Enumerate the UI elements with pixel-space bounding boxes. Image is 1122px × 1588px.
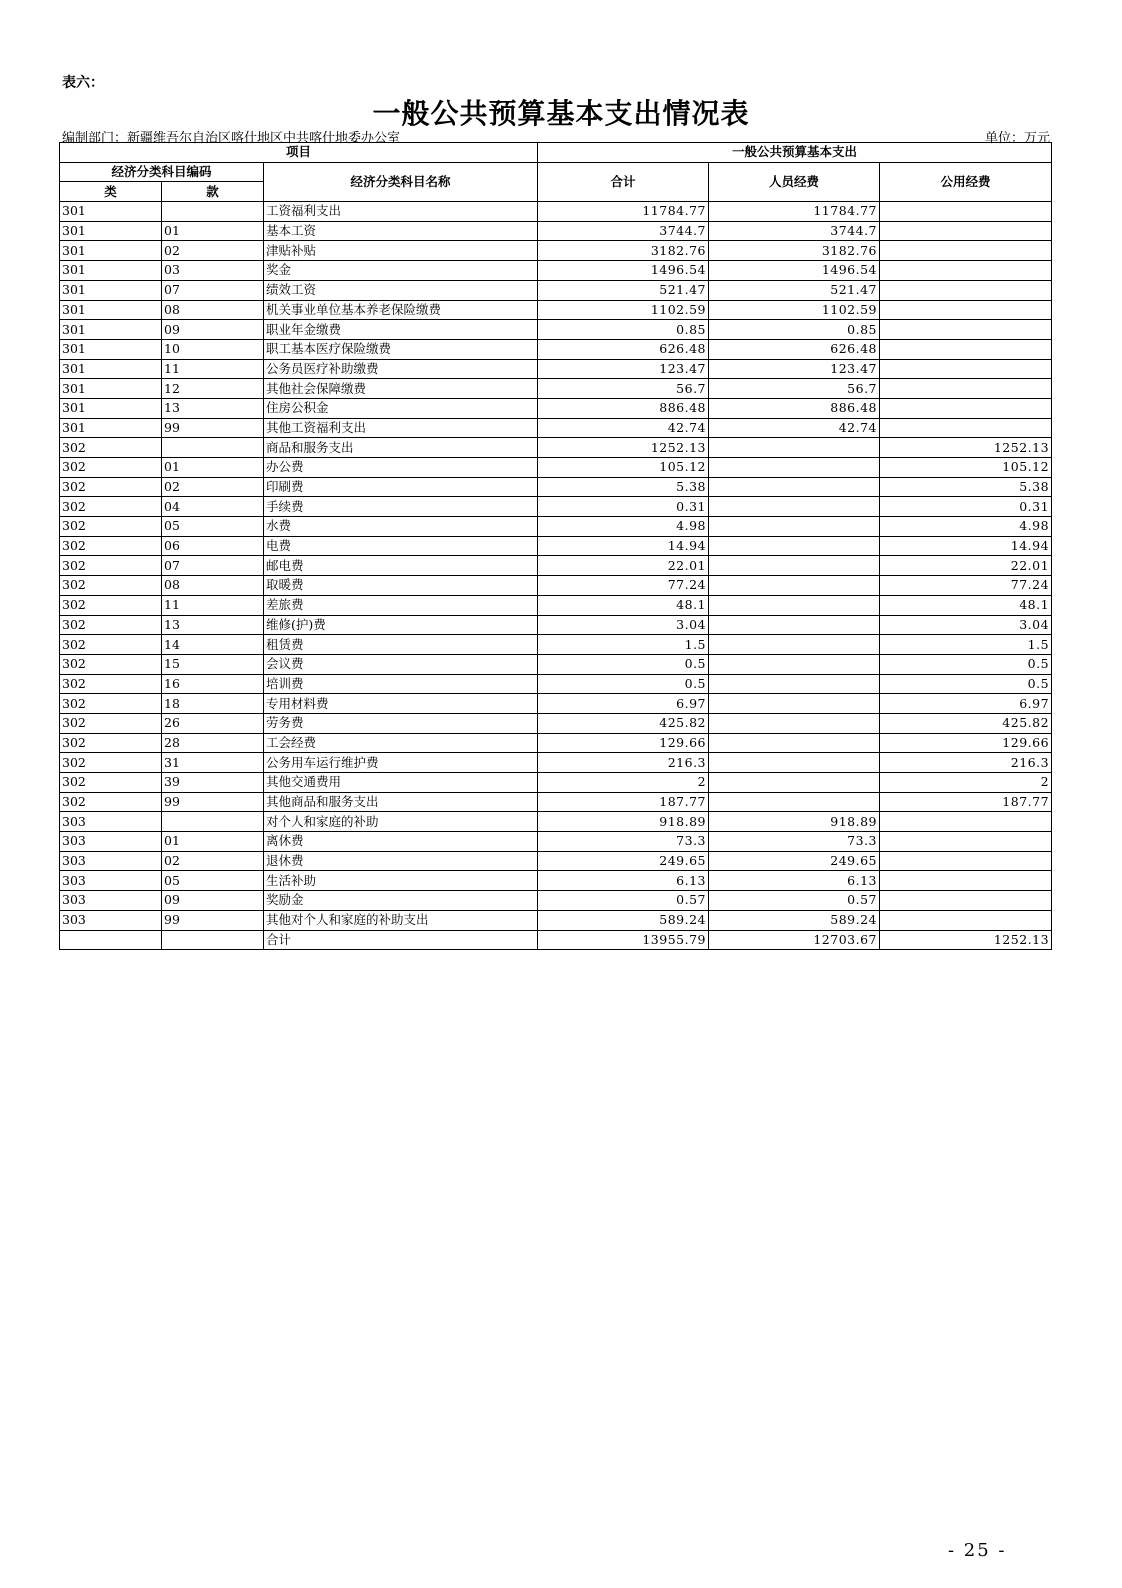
personnel-cell	[709, 694, 880, 714]
public-cell	[880, 832, 1052, 852]
public-cell: 2	[880, 773, 1052, 793]
personnel-cell	[709, 654, 880, 674]
personnel-cell	[709, 576, 880, 596]
name-cell: 对个人和家庭的补助	[264, 812, 538, 832]
name-cell: 退休费	[264, 851, 538, 871]
name-cell: 机关事业单位基本养老保险缴费	[264, 300, 538, 320]
kuan-cell: 31	[162, 753, 264, 773]
total-cell: 589.24	[538, 910, 709, 930]
lei-cell: 303	[60, 910, 162, 930]
lei-cell: 302	[60, 458, 162, 478]
public-cell: 1252.13	[880, 438, 1052, 458]
kuan-cell: 08	[162, 576, 264, 596]
header-kuan: 款	[162, 182, 264, 202]
kuan-cell: 16	[162, 674, 264, 694]
name-cell: 公务员医疗补助缴费	[264, 359, 538, 379]
page-number: - 25 -	[948, 1540, 1007, 1561]
personnel-cell: 3744.7	[709, 221, 880, 241]
lei-cell: 302	[60, 713, 162, 733]
table-row	[60, 438, 1052, 458]
name-cell: 工资福利支出	[264, 202, 538, 222]
public-cell: 4.98	[880, 517, 1052, 537]
personnel-cell: 11784.77	[709, 202, 880, 222]
lei-cell: 301	[60, 241, 162, 261]
public-cell	[880, 339, 1052, 359]
table-row	[60, 832, 1052, 852]
total-total-cell: 13955.79	[538, 930, 709, 950]
total-cell: 48.1	[538, 595, 709, 615]
public-cell: 0.5	[880, 674, 1052, 694]
total-cell: 0.5	[538, 674, 709, 694]
header-lei: 类	[60, 182, 162, 202]
public-cell	[880, 851, 1052, 871]
personnel-cell	[709, 792, 880, 812]
total-cell: 2	[538, 773, 709, 793]
total-cell: 11784.77	[538, 202, 709, 222]
kuan-cell: 02	[162, 477, 264, 497]
personnel-cell: 249.65	[709, 851, 880, 871]
lei-cell: 301	[60, 202, 162, 222]
personnel-cell: 56.7	[709, 379, 880, 399]
page-title: 一般公共预算基本支出情况表	[372, 97, 750, 130]
name-cell: 商品和服务支出	[264, 438, 538, 458]
kuan-cell	[162, 438, 264, 458]
kuan-cell: 18	[162, 694, 264, 714]
name-cell: 印刷费	[264, 477, 538, 497]
lei-cell: 303	[60, 832, 162, 852]
name-cell: 水费	[264, 517, 538, 537]
lei-cell: 301	[60, 418, 162, 438]
name-cell: 培训费	[264, 674, 538, 694]
kuan-cell: 99	[162, 910, 264, 930]
table-label: 表六：	[62, 75, 104, 91]
total-cell: 73.3	[538, 832, 709, 852]
total-cell: 886.48	[538, 398, 709, 418]
table-row	[60, 654, 1052, 674]
personnel-cell: 918.89	[709, 812, 880, 832]
lei-cell: 302	[60, 773, 162, 793]
lei-cell: 303	[60, 851, 162, 871]
table-row	[60, 477, 1052, 497]
personnel-cell	[709, 517, 880, 537]
public-cell	[880, 418, 1052, 438]
kuan-cell: 08	[162, 300, 264, 320]
kuan-cell	[162, 812, 264, 832]
table-row	[60, 418, 1052, 438]
name-cell: 工会经费	[264, 733, 538, 753]
table-row	[60, 576, 1052, 596]
total-cell: 425.82	[538, 713, 709, 733]
public-cell: 129.66	[880, 733, 1052, 753]
kuan-cell: 15	[162, 654, 264, 674]
total-cell: 123.47	[538, 359, 709, 379]
header-name: 经济分类科目名称	[264, 162, 538, 201]
table-row	[60, 398, 1052, 418]
public-cell	[880, 202, 1052, 222]
name-cell: 离休费	[264, 832, 538, 852]
kuan-cell: 13	[162, 615, 264, 635]
kuan-cell: 01	[162, 458, 264, 478]
personnel-cell: 886.48	[709, 398, 880, 418]
table-row	[60, 674, 1052, 694]
kuan-cell: 04	[162, 497, 264, 517]
public-cell	[880, 871, 1052, 891]
personnel-cell	[709, 733, 880, 753]
kuan-cell: 11	[162, 359, 264, 379]
table-row	[60, 871, 1052, 891]
lei-cell: 301	[60, 398, 162, 418]
total-row	[60, 930, 1052, 950]
name-cell: 租赁费	[264, 635, 538, 655]
name-cell: 奖励金	[264, 891, 538, 911]
public-cell	[880, 359, 1052, 379]
name-cell: 办公费	[264, 458, 538, 478]
public-cell: 425.82	[880, 713, 1052, 733]
public-cell	[880, 320, 1052, 340]
budget-table	[59, 142, 1052, 950]
lei-cell: 301	[60, 379, 162, 399]
total-cell: 3182.76	[538, 241, 709, 261]
lei-cell: 303	[60, 891, 162, 911]
personnel-cell	[709, 595, 880, 615]
department-label: 编制部门：新疆维吾尔自治区喀什地区中共喀什地委办公室	[62, 131, 401, 146]
table-row	[60, 773, 1052, 793]
name-cell: 其他交通费用	[264, 773, 538, 793]
personnel-cell: 6.13	[709, 871, 880, 891]
kuan-cell: 05	[162, 871, 264, 891]
kuan-cell: 06	[162, 536, 264, 556]
kuan-cell: 26	[162, 713, 264, 733]
personnel-cell: 626.48	[709, 339, 880, 359]
total-cell: 1252.13	[538, 438, 709, 458]
name-cell: 其他对个人和家庭的补助支出	[264, 910, 538, 930]
total-cell: 187.77	[538, 792, 709, 812]
kuan-cell: 10	[162, 339, 264, 359]
name-cell: 住房公积金	[264, 398, 538, 418]
table-row	[60, 635, 1052, 655]
table-row	[60, 221, 1052, 241]
public-cell: 77.24	[880, 576, 1052, 596]
personnel-cell: 1496.54	[709, 261, 880, 281]
total-cell: 77.24	[538, 576, 709, 596]
kuan-cell: 39	[162, 773, 264, 793]
lei-cell: 301	[60, 300, 162, 320]
table-row	[60, 261, 1052, 281]
lei-cell: 303	[60, 871, 162, 891]
name-cell: 其他商品和服务支出	[264, 792, 538, 812]
lei-cell: 301	[60, 261, 162, 281]
name-cell: 电费	[264, 536, 538, 556]
lei-cell: 302	[60, 694, 162, 714]
budget-table-body	[60, 202, 1052, 930]
lei-cell: 303	[60, 812, 162, 832]
total-cell: 42.74	[538, 418, 709, 438]
personnel-cell	[709, 438, 880, 458]
kuan-cell: 01	[162, 832, 264, 852]
table-row	[60, 694, 1052, 714]
personnel-cell	[709, 753, 880, 773]
name-cell: 绩效工资	[264, 280, 538, 300]
name-cell: 职业年金缴费	[264, 320, 538, 340]
total-cell: 105.12	[538, 458, 709, 478]
kuan-cell	[162, 202, 264, 222]
total-cell: 4.98	[538, 517, 709, 537]
public-cell: 48.1	[880, 595, 1052, 615]
kuan-cell: 01	[162, 221, 264, 241]
lei-cell: 301	[60, 320, 162, 340]
personnel-cell: 0.57	[709, 891, 880, 911]
name-cell: 公务用车运行维护费	[264, 753, 538, 773]
kuan-cell: 28	[162, 733, 264, 753]
lei-cell: 302	[60, 536, 162, 556]
total-lei-cell	[60, 930, 162, 950]
total-cell: 1496.54	[538, 261, 709, 281]
kuan-cell: 07	[162, 556, 264, 576]
total-cell: 0.85	[538, 320, 709, 340]
total-cell: 0.57	[538, 891, 709, 911]
table-row	[60, 910, 1052, 930]
table-row	[60, 202, 1052, 222]
kuan-cell: 13	[162, 398, 264, 418]
public-cell: 3.04	[880, 615, 1052, 635]
personnel-cell	[709, 615, 880, 635]
total-cell: 216.3	[538, 753, 709, 773]
table-row	[60, 851, 1052, 871]
kuan-cell: 02	[162, 241, 264, 261]
kuan-cell: 12	[162, 379, 264, 399]
total-cell: 0.31	[538, 497, 709, 517]
personnel-cell	[709, 635, 880, 655]
lei-cell: 302	[60, 556, 162, 576]
header-personnel: 人员经费	[709, 162, 880, 201]
public-cell	[880, 280, 1052, 300]
lei-cell: 302	[60, 753, 162, 773]
table-row	[60, 615, 1052, 635]
kuan-cell: 99	[162, 792, 264, 812]
total-cell: 0.5	[538, 654, 709, 674]
total-cell: 249.65	[538, 851, 709, 871]
total-cell: 22.01	[538, 556, 709, 576]
lei-cell: 302	[60, 438, 162, 458]
name-cell: 生活补助	[264, 871, 538, 891]
public-cell	[880, 812, 1052, 832]
table-row	[60, 812, 1052, 832]
total-name-cell: 合计	[264, 930, 538, 950]
kuan-cell: 05	[162, 517, 264, 537]
total-kuan-cell	[162, 930, 264, 950]
personnel-cell	[709, 477, 880, 497]
table-row	[60, 595, 1052, 615]
table-row	[60, 556, 1052, 576]
table-row	[60, 458, 1052, 478]
table-row	[60, 753, 1052, 773]
public-cell: 0.5	[880, 654, 1052, 674]
total-cell: 6.13	[538, 871, 709, 891]
public-cell: 6.97	[880, 694, 1052, 714]
name-cell: 维修(护)费	[264, 615, 538, 635]
table-row	[60, 359, 1052, 379]
name-cell: 劳务费	[264, 713, 538, 733]
lei-cell: 302	[60, 792, 162, 812]
name-cell: 其他工资福利支出	[264, 418, 538, 438]
personnel-cell: 589.24	[709, 910, 880, 930]
personnel-cell	[709, 536, 880, 556]
personnel-cell	[709, 497, 880, 517]
public-cell	[880, 379, 1052, 399]
name-cell: 基本工资	[264, 221, 538, 241]
personnel-cell: 521.47	[709, 280, 880, 300]
table-row	[60, 280, 1052, 300]
lei-cell: 302	[60, 733, 162, 753]
public-cell: 187.77	[880, 792, 1052, 812]
total-cell: 14.94	[538, 536, 709, 556]
table-row	[60, 300, 1052, 320]
total-cell: 6.97	[538, 694, 709, 714]
name-cell: 取暖费	[264, 576, 538, 596]
table-row	[60, 241, 1052, 261]
kuan-cell: 09	[162, 891, 264, 911]
total-cell: 129.66	[538, 733, 709, 753]
name-cell: 专用材料费	[264, 694, 538, 714]
personnel-cell	[709, 556, 880, 576]
public-cell	[880, 910, 1052, 930]
public-cell: 1.5	[880, 635, 1052, 655]
lei-cell: 302	[60, 517, 162, 537]
header-code-group: 经济分类科目编码	[60, 162, 264, 182]
personnel-cell: 1102.59	[709, 300, 880, 320]
kuan-cell: 03	[162, 261, 264, 281]
kuan-cell: 09	[162, 320, 264, 340]
public-cell: 105.12	[880, 458, 1052, 478]
personnel-cell: 123.47	[709, 359, 880, 379]
lei-cell: 302	[60, 674, 162, 694]
name-cell: 其他社会保障缴费	[264, 379, 538, 399]
personnel-cell: 3182.76	[709, 241, 880, 261]
header-total: 合计	[538, 162, 709, 201]
table-row	[60, 339, 1052, 359]
public-cell: 22.01	[880, 556, 1052, 576]
name-cell: 手续费	[264, 497, 538, 517]
personnel-cell: 73.3	[709, 832, 880, 852]
total-cell: 3.04	[538, 615, 709, 635]
kuan-cell: 99	[162, 418, 264, 438]
table-row	[60, 379, 1052, 399]
kuan-cell: 02	[162, 851, 264, 871]
name-cell: 职工基本医疗保险缴费	[264, 339, 538, 359]
header-public: 公用经费	[880, 162, 1052, 201]
lei-cell: 302	[60, 615, 162, 635]
total-cell: 1.5	[538, 635, 709, 655]
name-cell: 会议费	[264, 654, 538, 674]
public-cell	[880, 398, 1052, 418]
public-cell	[880, 261, 1052, 281]
name-cell: 邮电费	[264, 556, 538, 576]
lei-cell: 302	[60, 477, 162, 497]
lei-cell: 302	[60, 595, 162, 615]
table-row	[60, 733, 1052, 753]
total-personnel-cell: 12703.67	[709, 930, 880, 950]
public-cell	[880, 241, 1052, 261]
lei-cell: 301	[60, 280, 162, 300]
total-cell: 3744.7	[538, 221, 709, 241]
personnel-cell	[709, 773, 880, 793]
name-cell: 差旅费	[264, 595, 538, 615]
lei-cell: 301	[60, 339, 162, 359]
table-row	[60, 713, 1052, 733]
table-row	[60, 891, 1052, 911]
public-cell: 216.3	[880, 753, 1052, 773]
total-cell: 56.7	[538, 379, 709, 399]
lei-cell: 302	[60, 635, 162, 655]
personnel-cell	[709, 713, 880, 733]
total-cell: 1102.59	[538, 300, 709, 320]
table-row	[60, 536, 1052, 556]
lei-cell: 302	[60, 497, 162, 517]
personnel-cell: 0.85	[709, 320, 880, 340]
table-row	[60, 792, 1052, 812]
total-cell: 5.38	[538, 477, 709, 497]
total-cell: 521.47	[538, 280, 709, 300]
unit-label: 单位：万元	[984, 131, 1050, 146]
table-row	[60, 320, 1052, 340]
header-item: 项目	[60, 143, 538, 163]
kuan-cell: 14	[162, 635, 264, 655]
public-cell	[880, 300, 1052, 320]
name-cell: 津贴补贴	[264, 241, 538, 261]
lei-cell: 301	[60, 359, 162, 379]
kuan-cell: 07	[162, 280, 264, 300]
table-row	[60, 497, 1052, 517]
total-cell: 918.89	[538, 812, 709, 832]
table-row	[60, 517, 1052, 537]
personnel-cell	[709, 674, 880, 694]
lei-cell: 301	[60, 221, 162, 241]
public-cell	[880, 221, 1052, 241]
header-general-budget: 一般公共预算基本支出	[538, 143, 1052, 163]
total-cell: 626.48	[538, 339, 709, 359]
public-cell	[880, 891, 1052, 911]
personnel-cell	[709, 458, 880, 478]
public-cell: 5.38	[880, 477, 1052, 497]
name-cell: 奖金	[264, 261, 538, 281]
personnel-cell: 42.74	[709, 418, 880, 438]
public-cell: 14.94	[880, 536, 1052, 556]
kuan-cell: 11	[162, 595, 264, 615]
total-public-cell: 1252.13	[880, 930, 1052, 950]
lei-cell: 302	[60, 654, 162, 674]
public-cell: 0.31	[880, 497, 1052, 517]
lei-cell: 302	[60, 576, 162, 596]
